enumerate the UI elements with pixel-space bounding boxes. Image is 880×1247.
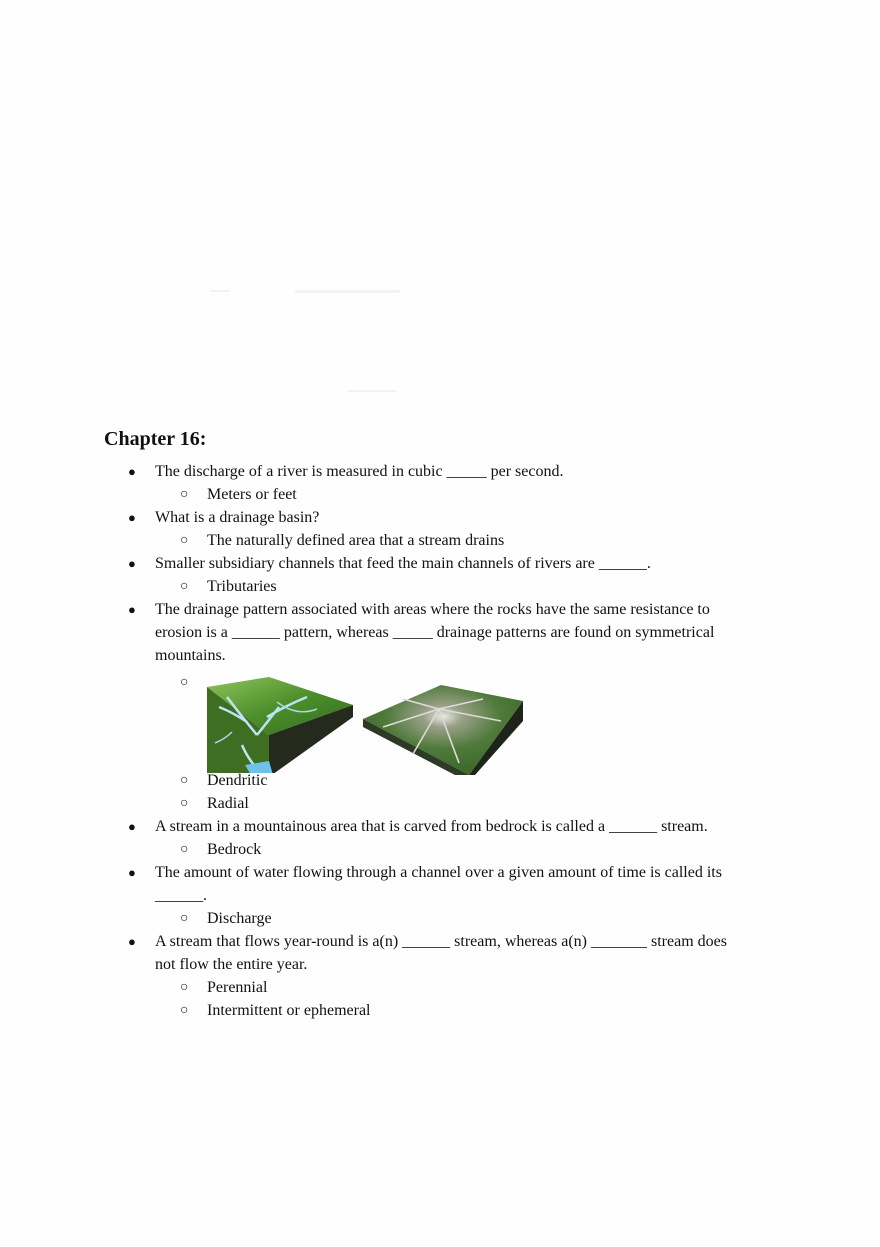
scan-artifact [295, 290, 400, 293]
question-item [0, 598, 880, 667]
question-line: ______. [155, 887, 207, 904]
answer-item: ○ Dendritic [0, 769, 880, 792]
question-line: erosion is a ______ pattern, whereas _____ drainage patterns are found on symmetrical [155, 624, 715, 641]
scan-artifact [348, 390, 396, 392]
question-line: ● A stream that flows year-round is a(n) ______ stream, whereas a(n) _______ stream does [155, 933, 727, 950]
question-line: not flow the entire year. [155, 956, 308, 973]
question-line: ● The drainage pattern associated with areas where the rocks have the same resistance to [155, 601, 710, 618]
question-item: ● A stream in a mountainous area that is carved from bedrock is called a ______ stream. [0, 815, 880, 838]
question-line: ● The amount of water flowing through a channel over a given amount of time is called its [155, 864, 722, 881]
answer-item: ○ Bedrock [0, 838, 880, 861]
question-line: mountains. [155, 647, 226, 664]
answer-item: ○ The naturally defined area that a stream drains [0, 529, 880, 552]
dendritic-block-diagram-icon [207, 677, 357, 773]
chapter-heading: Chapter 16: [104, 428, 207, 450]
question-list [0, 460, 880, 1022]
question-item: ● The discharge of a river is measured in cubic _____ per second. [0, 460, 880, 483]
question-item: ● What is a drainage basin? [0, 506, 880, 529]
answer-item: ○ Perennial [0, 976, 880, 999]
question-item: ● Smaller subsidiary channels that feed the main channels of rivers are ______. [0, 552, 880, 575]
answer-image-item [0, 671, 880, 769]
question-item [0, 930, 880, 976]
scan-artifact [210, 290, 230, 292]
answer-item: ○ Tributaries [0, 575, 880, 598]
scan-artifact [308, 317, 310, 319]
question-item [0, 861, 880, 907]
radial-block-diagram-icon [363, 679, 523, 775]
answer-item: ○ Discharge [0, 907, 880, 930]
answer-item: ○ Intermittent or ephemeral [0, 999, 880, 1022]
answer-item: ○ Radial [0, 792, 880, 815]
answer-item: ○ Meters or feet [0, 483, 880, 506]
